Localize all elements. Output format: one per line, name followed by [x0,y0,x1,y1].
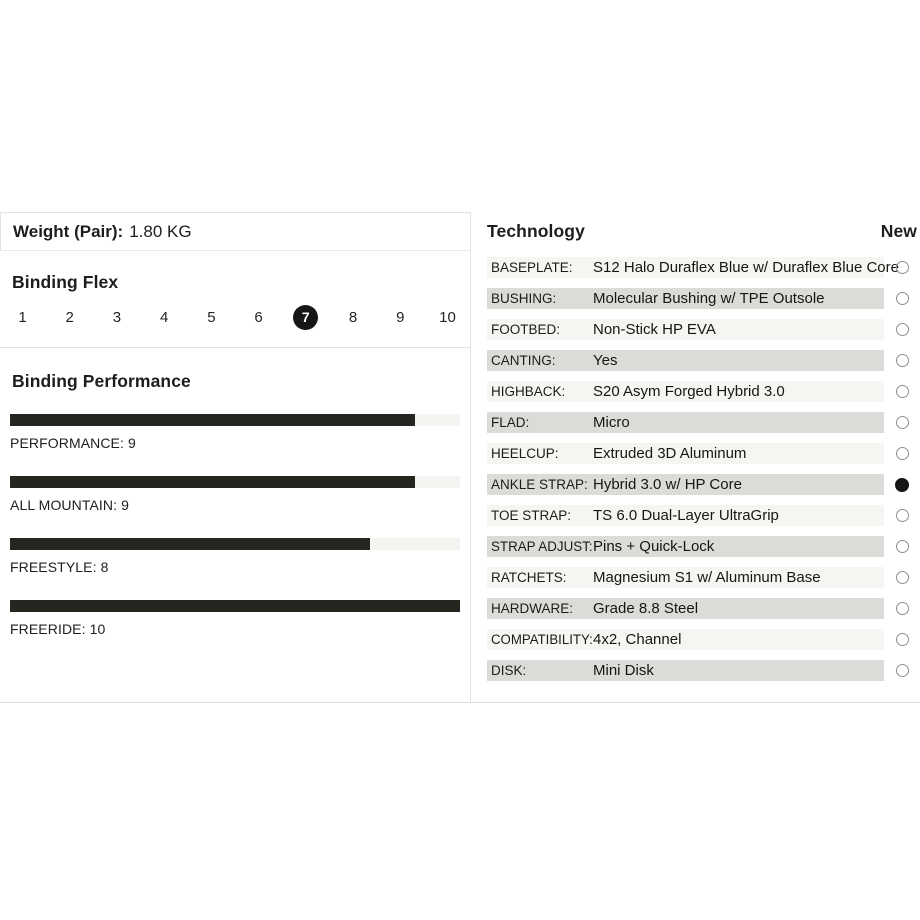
flex-scale-number: 8 [348,309,358,326]
technology-rows [471,257,920,681]
tech-row-label: BUSHING: [491,291,557,306]
metric-label: FREESTYLE: 8 [10,559,109,575]
weight-label: Weight (Pair): [13,221,124,241]
metric-label: FREERIDE: 10 [10,621,106,637]
performance-metric [10,414,460,451]
performance-metric [10,476,460,513]
tech-row-value: Hybrid 3.0 w/ HP Core [593,476,742,493]
tech-row-label: CANTING: [491,353,556,368]
bottom-divider [0,702,920,703]
tech-row-value: 4x2, Channel [593,631,682,648]
tech-row [487,536,920,557]
tech-row-value: Grade 8.8 Steel [593,600,699,617]
metric-bar-track [10,476,460,488]
new-indicator-icon [896,416,909,429]
metric-bar-fill [10,600,460,612]
tech-row-body [487,505,884,526]
technology-header [471,212,920,257]
new-indicator-icon [896,602,909,615]
tech-row-body [487,598,884,619]
tech-row-label: FOOTBED: [491,322,561,337]
tech-row [487,288,920,309]
binding-performance-title: Binding Performance [12,371,191,391]
new-column-label: New [880,221,917,241]
tech-row [487,567,920,588]
tech-row-label: RATCHETS: [491,570,567,585]
tech-row-body [487,257,899,278]
new-indicator-icon [896,540,909,553]
flex-scale-number: 9 [396,309,405,326]
tech-row-label: BASEPLATE: [491,260,573,275]
new-indicator-icon [896,292,909,305]
binding-flex-title: Binding Flex [12,272,119,292]
new-indicator-icon [896,261,909,274]
tech-row-label: STRAP ADJUST: [491,539,593,554]
tech-row [487,443,920,464]
new-indicator-icon [896,509,909,522]
tech-row-label: DISK: [491,663,527,678]
tech-row-value: S20 Asym Forged Hybrid 3.0 [593,383,785,400]
metric-bar-track [10,600,460,612]
metric-bar-track [10,538,460,550]
flex-scale-number: 1 [18,309,27,326]
tech-row-body [487,412,884,433]
new-indicator-icon [896,447,909,460]
tech-row-body [487,288,884,309]
flex-scale-number: 4 [159,309,169,326]
new-indicator-icon [896,571,909,584]
tech-row [487,660,920,681]
flex-scale-number: 2 [65,309,74,326]
technology-title: Technology [487,221,585,241]
tech-row [487,505,920,526]
tech-row-value: Extruded 3D Aluminum [593,445,747,462]
tech-row-value: Molecular Bushing w/ TPE Outsole [593,290,825,307]
metric-label: PERFORMANCE: 9 [10,435,136,451]
tech-row-value: Mini Disk [593,662,654,679]
tech-row-body [487,319,884,340]
tech-row [487,474,920,495]
new-indicator-icon [896,323,909,336]
tech-row-body [487,350,884,371]
flex-scale-number: 6 [254,309,263,326]
flex-scale-number: 10 [439,309,456,326]
flex-scale-selected-number: 7 [293,305,318,330]
metric-bar-fill [10,414,415,426]
tech-row-value: Magnesium S1 w/ Aluminum Base [593,569,821,586]
binding-performance-section [0,348,470,637]
performance-metrics [0,414,470,637]
tech-row [487,629,920,650]
flex-scale-number: 3 [112,309,122,326]
spec-panel [0,212,920,702]
technology-column [470,212,920,702]
flex-scale [10,305,460,330]
tech-row [487,381,920,402]
tech-row-label: FLAD: [491,415,530,430]
tech-row-label: HIGHBACK: [491,384,566,399]
tech-row [487,319,920,340]
tech-row-value: Micro [593,414,630,431]
tech-row-body [487,474,884,495]
flex-scale-number: 5 [207,309,216,326]
tech-row [487,257,920,278]
performance-metric [10,600,460,637]
metric-bar-track [10,414,460,426]
tech-row-value: TS 6.0 Dual-Layer UltraGrip [593,507,779,524]
tech-row [487,412,920,433]
tech-row-value: Non-Stick HP EVA [593,321,716,338]
new-indicator-filled-icon [895,478,909,492]
tech-row-value: Yes [593,352,618,369]
new-indicator-icon [896,664,909,677]
weight-row [0,213,470,251]
tech-row [487,350,920,371]
metric-label: ALL MOUNTAIN: 9 [10,497,129,513]
tech-row-body [487,381,884,402]
new-indicator-icon [896,633,909,646]
weight-value: 1.80 KG [129,221,192,241]
tech-row-body [487,629,884,650]
tech-row-body [487,536,884,557]
tech-row-label: COMPATIBILITY: [491,632,593,647]
left-column [0,212,470,702]
tech-row-value: S12 Halo Duraflex Blue w/ Duraflex Blue Core [593,259,899,276]
tech-row-body [487,567,884,588]
new-indicator-icon [896,354,909,367]
tech-row-label: HARDWARE: [491,601,574,616]
tech-row-label: TOE STRAP: [491,508,572,523]
metric-bar-fill [10,476,415,488]
tech-row-value: Pins + Quick-Lock [593,538,715,555]
tech-row-body [487,443,884,464]
tech-row-label: HEELCUP: [491,446,559,461]
performance-metric [10,538,460,575]
binding-flex-section [0,251,470,348]
new-indicator-icon [896,385,909,398]
metric-bar-fill [10,538,370,550]
tech-row-label: ANKLE STRAP: [491,477,588,492]
tech-row [487,598,920,619]
tech-row-body [487,660,884,681]
